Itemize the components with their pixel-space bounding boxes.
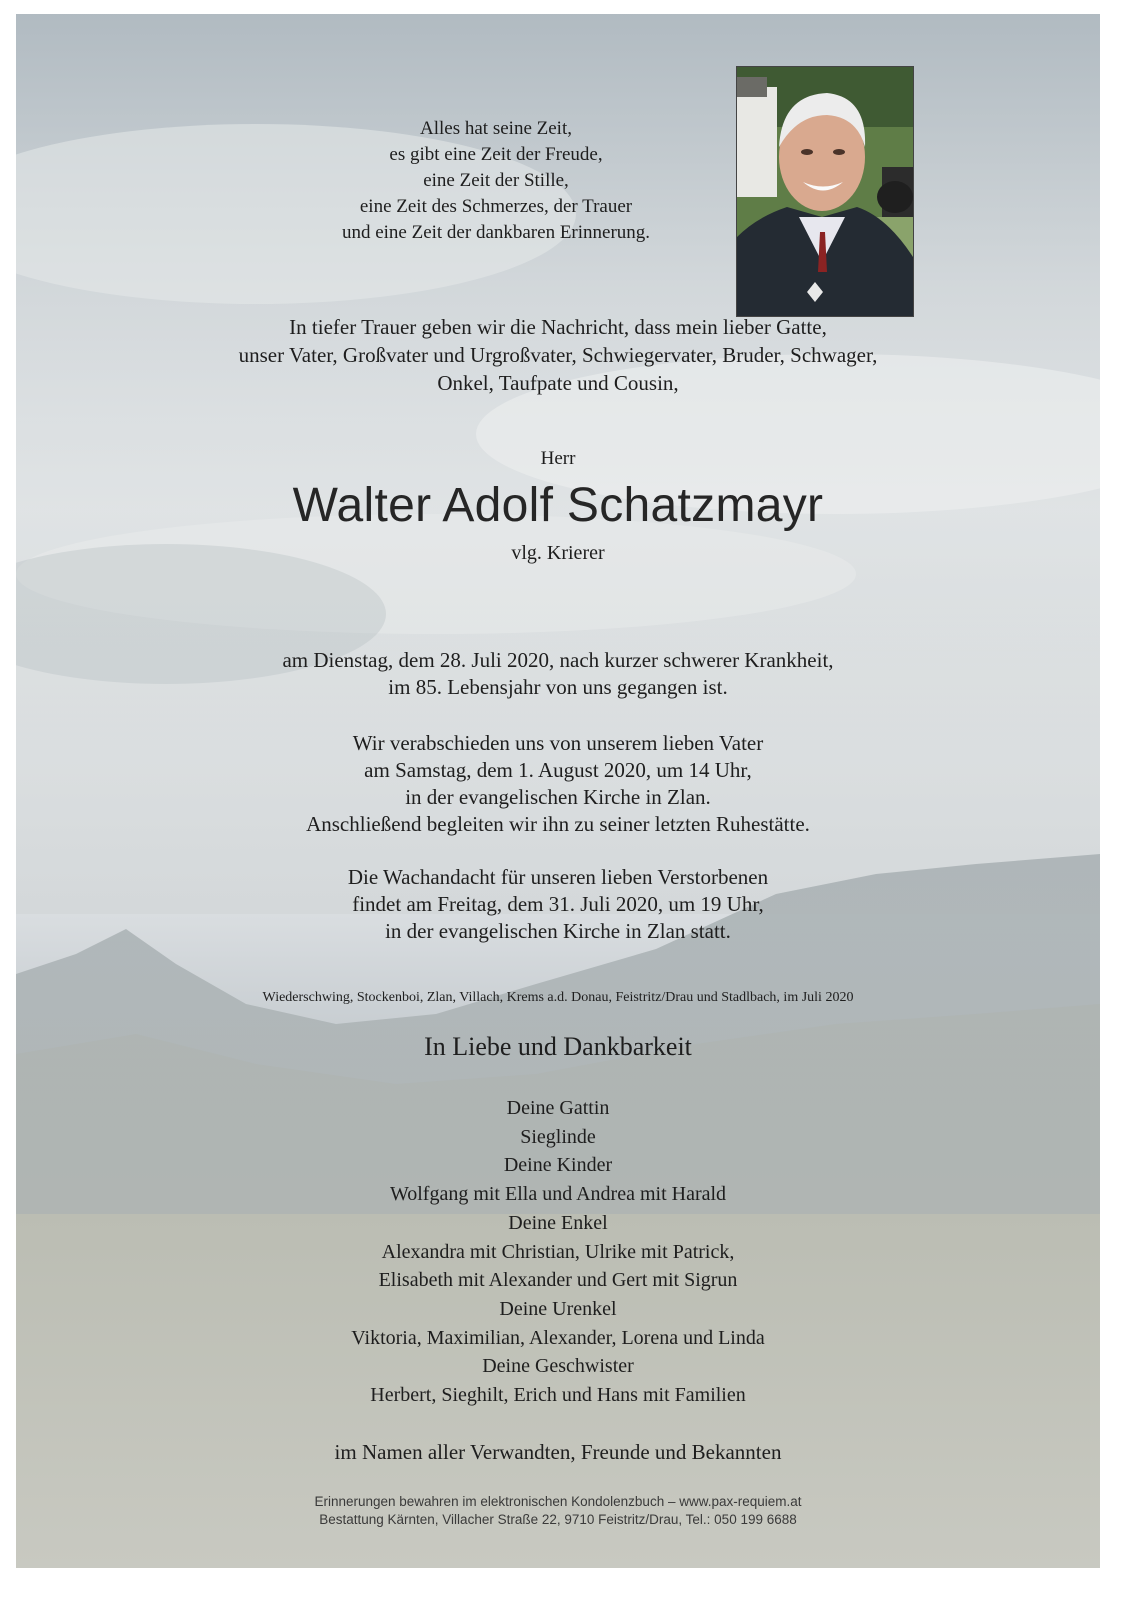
- family-line: Deine Urenkel: [499, 1297, 617, 1320]
- footer-undertaker-line: Bestattung Kärnten, Villacher Straße 22, 9710 Feistritz/Drau, Tel.: 050 199 6688: [319, 1512, 797, 1527]
- intro-line: Onkel, Taufpate und Cousin,: [437, 371, 679, 395]
- closing-line: im Namen aller Verwandten, Freunde und Bekannten: [334, 1440, 782, 1464]
- vigil-line: in der evangelischen Kirche in Zlan statt.: [385, 919, 731, 943]
- poem-line: Alles hat seine Zeit,: [420, 118, 572, 139]
- death-notice: [16, 647, 1100, 701]
- poem-line: eine Zeit der Stille,: [423, 170, 569, 191]
- poem-line: eine Zeit des Schmerzes, der Trauer: [359, 196, 633, 217]
- deceased-nickname: vlg. Krierer: [511, 542, 605, 564]
- obituary-sheet: [16, 14, 1100, 1568]
- deceased-title: Herr: [540, 448, 576, 469]
- family-line: Sieglinde: [520, 1125, 596, 1148]
- death-notice-line: am Dienstag, dem 28. Juli 2020, nach kurzer schwerer Krankheit,: [282, 648, 834, 672]
- vigil-notice: [16, 864, 1100, 945]
- family-line: Deine Enkel: [508, 1211, 608, 1234]
- intro-line: In tiefer Trauer geben wir die Nachricht, dass mein lieber Gatte,: [289, 315, 827, 339]
- places-and-date: Wiederschwing, Stockenboi, Zlan, Villach, Krems a.d. Donau, Feistritz/Drau und Stadlbach, im Juli 2020: [262, 990, 854, 1005]
- family-line: Elisabeth mit Alexander und Gert mit Sigrun: [378, 1269, 738, 1292]
- intro-text: [16, 313, 1100, 397]
- family-line: Wolfgang mit Ella und Andrea mit Harald: [389, 1183, 727, 1206]
- obituary-content: [16, 14, 1100, 1568]
- farewell-line: am Samstag, dem 1. August 2020, um 14 Uhr,: [364, 758, 752, 782]
- farewell-line: Wir verabschieden uns von unserem lieben Vater: [352, 731, 764, 755]
- footer-condolence-line: Erinnerungen bewahren im elektronischen Kondolenzbuch – www.pax-requiem.at: [314, 1494, 802, 1509]
- vigil-line: Die Wachandacht für unseren lieben Verstorbenen: [347, 865, 769, 889]
- vigil-line: findet am Freitag, dem 31. Juli 2020, um 19 Uhr,: [352, 892, 764, 916]
- family-line: Alexandra mit Christian, Ulrike mit Patrick,: [381, 1240, 735, 1263]
- farewell-notice: [16, 730, 1100, 838]
- farewell-line: in der evangelischen Kirche in Zlan.: [405, 785, 711, 809]
- death-notice-line: im 85. Lebensjahr von uns gegangen ist.: [388, 675, 728, 699]
- intro-line: unser Vater, Großvater und Urgroßvater, Schwiegervater, Bruder, Schwager,: [238, 343, 878, 367]
- family-list: [16, 1094, 1100, 1410]
- family-line: Deine Geschwister: [482, 1355, 634, 1378]
- family-line: Deine Kinder: [503, 1154, 613, 1177]
- deceased-name: Walter Adolf Schatzmayr: [292, 479, 824, 532]
- farewell-line: Anschließend begleiten wir ihn zu seiner letzten Ruhestätte.: [306, 812, 810, 836]
- poem-line: es gibt eine Zeit der Freude,: [389, 144, 603, 165]
- footer: [16, 1493, 1100, 1529]
- poem: [266, 116, 726, 246]
- thanks-heading: In Liebe und Dankbarkeit: [424, 1032, 692, 1061]
- family-line: Viktoria, Maximilian, Alexander, Lorena und Linda: [351, 1326, 765, 1349]
- family-line: Herbert, Sieghilt, Erich und Hans mit Familien: [370, 1384, 746, 1407]
- poem-line: und eine Zeit der dankbaren Erinnerung.: [341, 222, 651, 243]
- family-line: Deine Gattin: [506, 1097, 610, 1119]
